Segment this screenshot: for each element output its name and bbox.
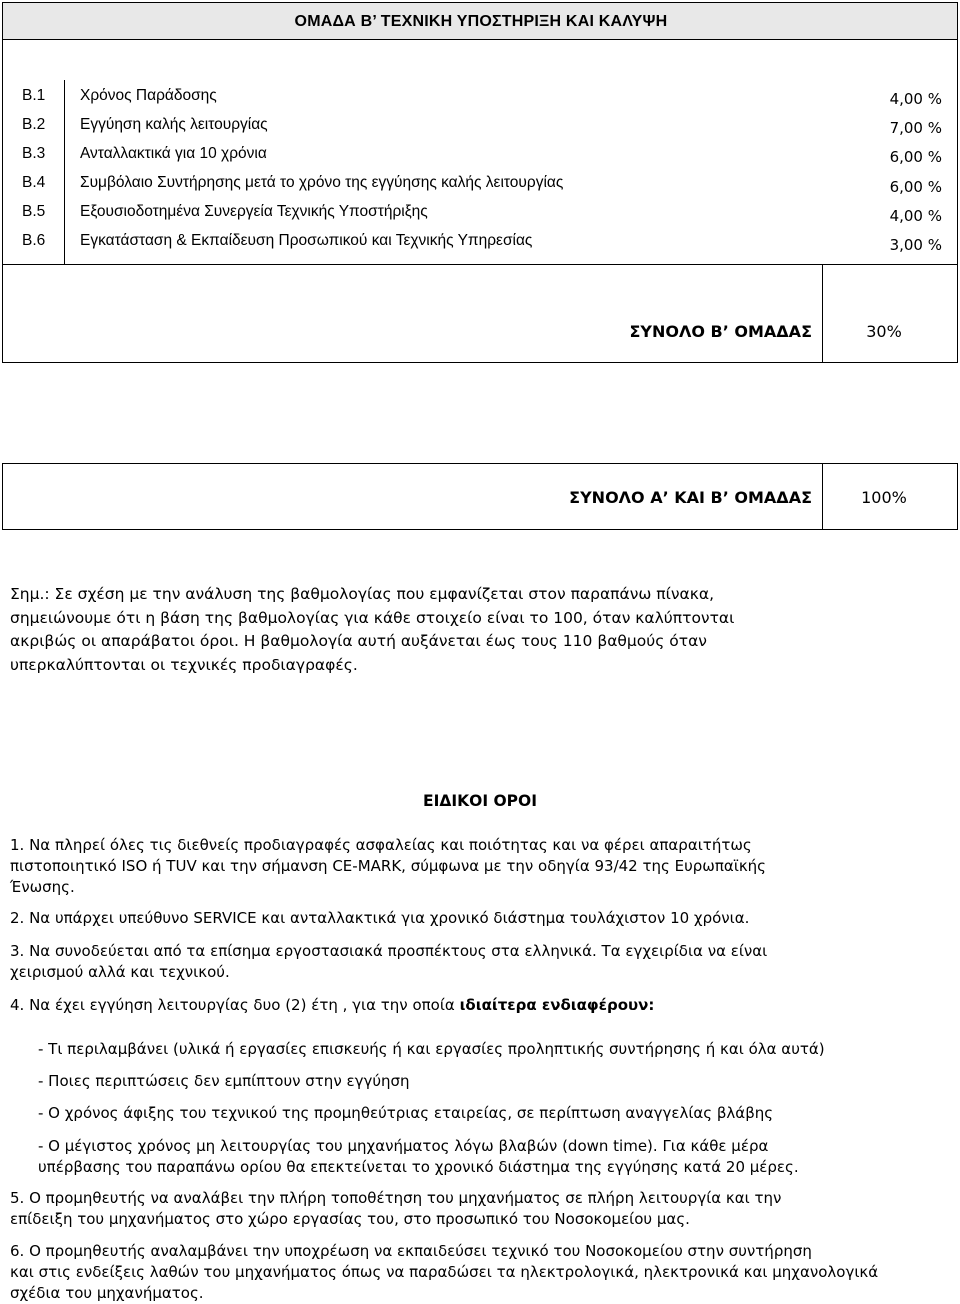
row-code: Β.3 [22,145,46,162]
row-weight: 4,00 % [889,90,942,108]
term-line: σχέδια του μηχανήματος. [10,1284,204,1302]
row-weight: 6,00 % [889,148,942,166]
row-description: Εγγύηση καλής λειτουργίας [80,116,268,133]
bullet-2 [38,1071,960,1092]
note-line: Σημ.: Σε σχέση με την ανάλυση της βαθμολογίας που εμφανίζεται στον παραπάνω πίνακα, [10,585,715,603]
bullet-line: - Ποιες περιπτώσεις δεν εμπίπτουν στην εγγύηση [38,1072,410,1090]
term-line: επίδειξη του μηχανήματος στο χώρο εργασίας του, στο προσωπικό του Νοσοκομείου μας. [10,1210,690,1228]
term-line: πιστοποιητικό ISO ή TUV και την σήμανση CE-MARK, σύμφωνα με την οδηγία 93/42 της Ευρωπαϊκής [10,857,766,875]
row-weight: 3,00 % [889,236,942,254]
row-description: Χρόνος Παράδοσης [80,87,217,104]
term-line: και στις ενδείξεις λαθών του μηχανήματος όπως να παραδώσει τα ηλεκτρολογικά, ηλεκτρονικά και μηχανολογικά [10,1263,879,1281]
total-b-value: 30% [866,322,902,341]
row-code: Β.1 [22,87,46,104]
term-line: 3. Να συνοδεύεται από τα επίσημα εργοστασιακά προσπέκτους στα ελληνικά. Τα εγχειρίδια να είναι [10,942,768,960]
row-description: Ανταλλακτικά για 10 χρόνια [80,145,267,162]
note-line: ακριβώς οι απαράβατοι όροι. Η βαθμολογία αυτή αυξάνεται έως τους 110 βαθμούς όταν [10,632,707,650]
bullet-line: - Τι περιλαμβάνει (υλικά ή εργασίες επισκευής ή και εργασίες προληπτικής συντήρησης ή και όλα αυτά) [38,1040,825,1058]
term-line: 1. Να πληρεί όλες τις διεθνείς προδιαγραφές ασφαλείας και ποιότητας και να φέρει απαραιτήτως [10,836,752,854]
term-line: χειρισμού αλλά και τεχνικού. [10,963,230,981]
note-paragraph [10,583,946,677]
term-line [10,995,946,1016]
bullet-4 [38,1136,960,1178]
term-line: 5. Ο προμηθευτής να αναλάβει την πλήρη τοποθέτηση του μηχανήματος σε πλήρη λειτουργία και την [10,1189,782,1207]
note-line: υπερκαλύπτονται οι τεχνικές προδιαγραφές. [10,655,358,674]
term-3 [10,941,946,983]
term-4-text: 4. Να έχει εγγύηση λειτουργίας δυο (2) έτη , για την οποία [10,996,460,1014]
section-header-box [2,2,958,40]
row-code: Β.6 [22,232,46,249]
term-5 [10,1188,946,1230]
row-weight: 4,00 % [889,207,942,225]
bullet-1 [38,1039,960,1060]
term-line: 6. Ο προμηθευτής αναλαμβάνει την υποχρέωση να εκπαιδεύσει τεχνικό του Νοσοκομείου στην συντήρηση [10,1242,812,1260]
term-4 [10,995,946,1016]
term-2 [10,908,946,929]
section-title: ΟΜΑΔΑ Β’ ΤΕΧΝΙΚΗ ΥΠΟΣΤΗΡΙΞΗ ΚΑΙ ΚΑΛΥΨΗ [294,13,668,30]
total-ab-label: ΣΥΝΟΛΟ Α’ ΚΑΙ Β’ ΟΜΑΔΑΣ [569,488,812,507]
row-description: Εξουσιοδοτημένα Συνεργεία Τεχνικής Υποστήριξης [80,203,428,220]
row-code: Β.2 [22,116,46,133]
row-code: Β.5 [22,203,46,220]
bullet-line: - Ο χρόνος άφιξης του τεχνικού της προμηθεύτριας εταιρείας, σε περίπτωση αναγγελίας βλάβης [38,1104,774,1122]
row-weight: 6,00 % [889,178,942,196]
note-line: σημειώνουμε ότι η βάση της βαθμολογίας για κάθε στοιχείο είναι το 100, όταν καλύπτονται [10,608,735,627]
bullet-line: - Ο μέγιστος χρόνος μη λειτουργίας του μηχανήματος λόγω βλαβών (down time). Για κάθε μέρα [38,1137,769,1155]
special-terms-title: ΕΙΔΙΚΟΙ ΟΡΟΙ [423,792,537,810]
total-ab-value: 100% [861,488,907,507]
term-4-emphasis: ιδιαίτερα ενδιαφέρουν: [459,996,655,1014]
total-b-box [2,264,958,362]
table-divider [822,463,823,530]
bullet-3 [38,1103,960,1124]
row-weight: 7,00 % [889,119,942,137]
term-1 [10,835,946,898]
bullet-line: υπέρβασης του παραπάνω ορίου θα επεκτείνεται το χρονικό διάστημα της εγγύησης κατά 20 μέρες. [38,1158,799,1176]
total-b-label: ΣΥΝΟΛΟ Β’ ΟΜΑΔΑΣ [629,322,812,341]
term-line: 2. Να υπάρχει υπεύθυνο SERVICE και ανταλλακτικά για χρονικό διάστημα τουλάχιστον 10 χρόνια. [10,909,750,927]
row-description: Συμβόλαιο Συντήρησης μετά το χρόνο της εγγύησης καλής λειτουργίας [80,174,564,191]
term-line: Ένωσης. [10,878,75,896]
row-description: Εγκατάσταση & Εκπαίδευση Προσωπικού και Τεχνικής Υπηρεσίας [80,232,533,249]
row-code: Β.4 [22,174,46,191]
table-divider [64,80,65,264]
term-6 [10,1241,946,1304]
table-divider [2,362,958,363]
